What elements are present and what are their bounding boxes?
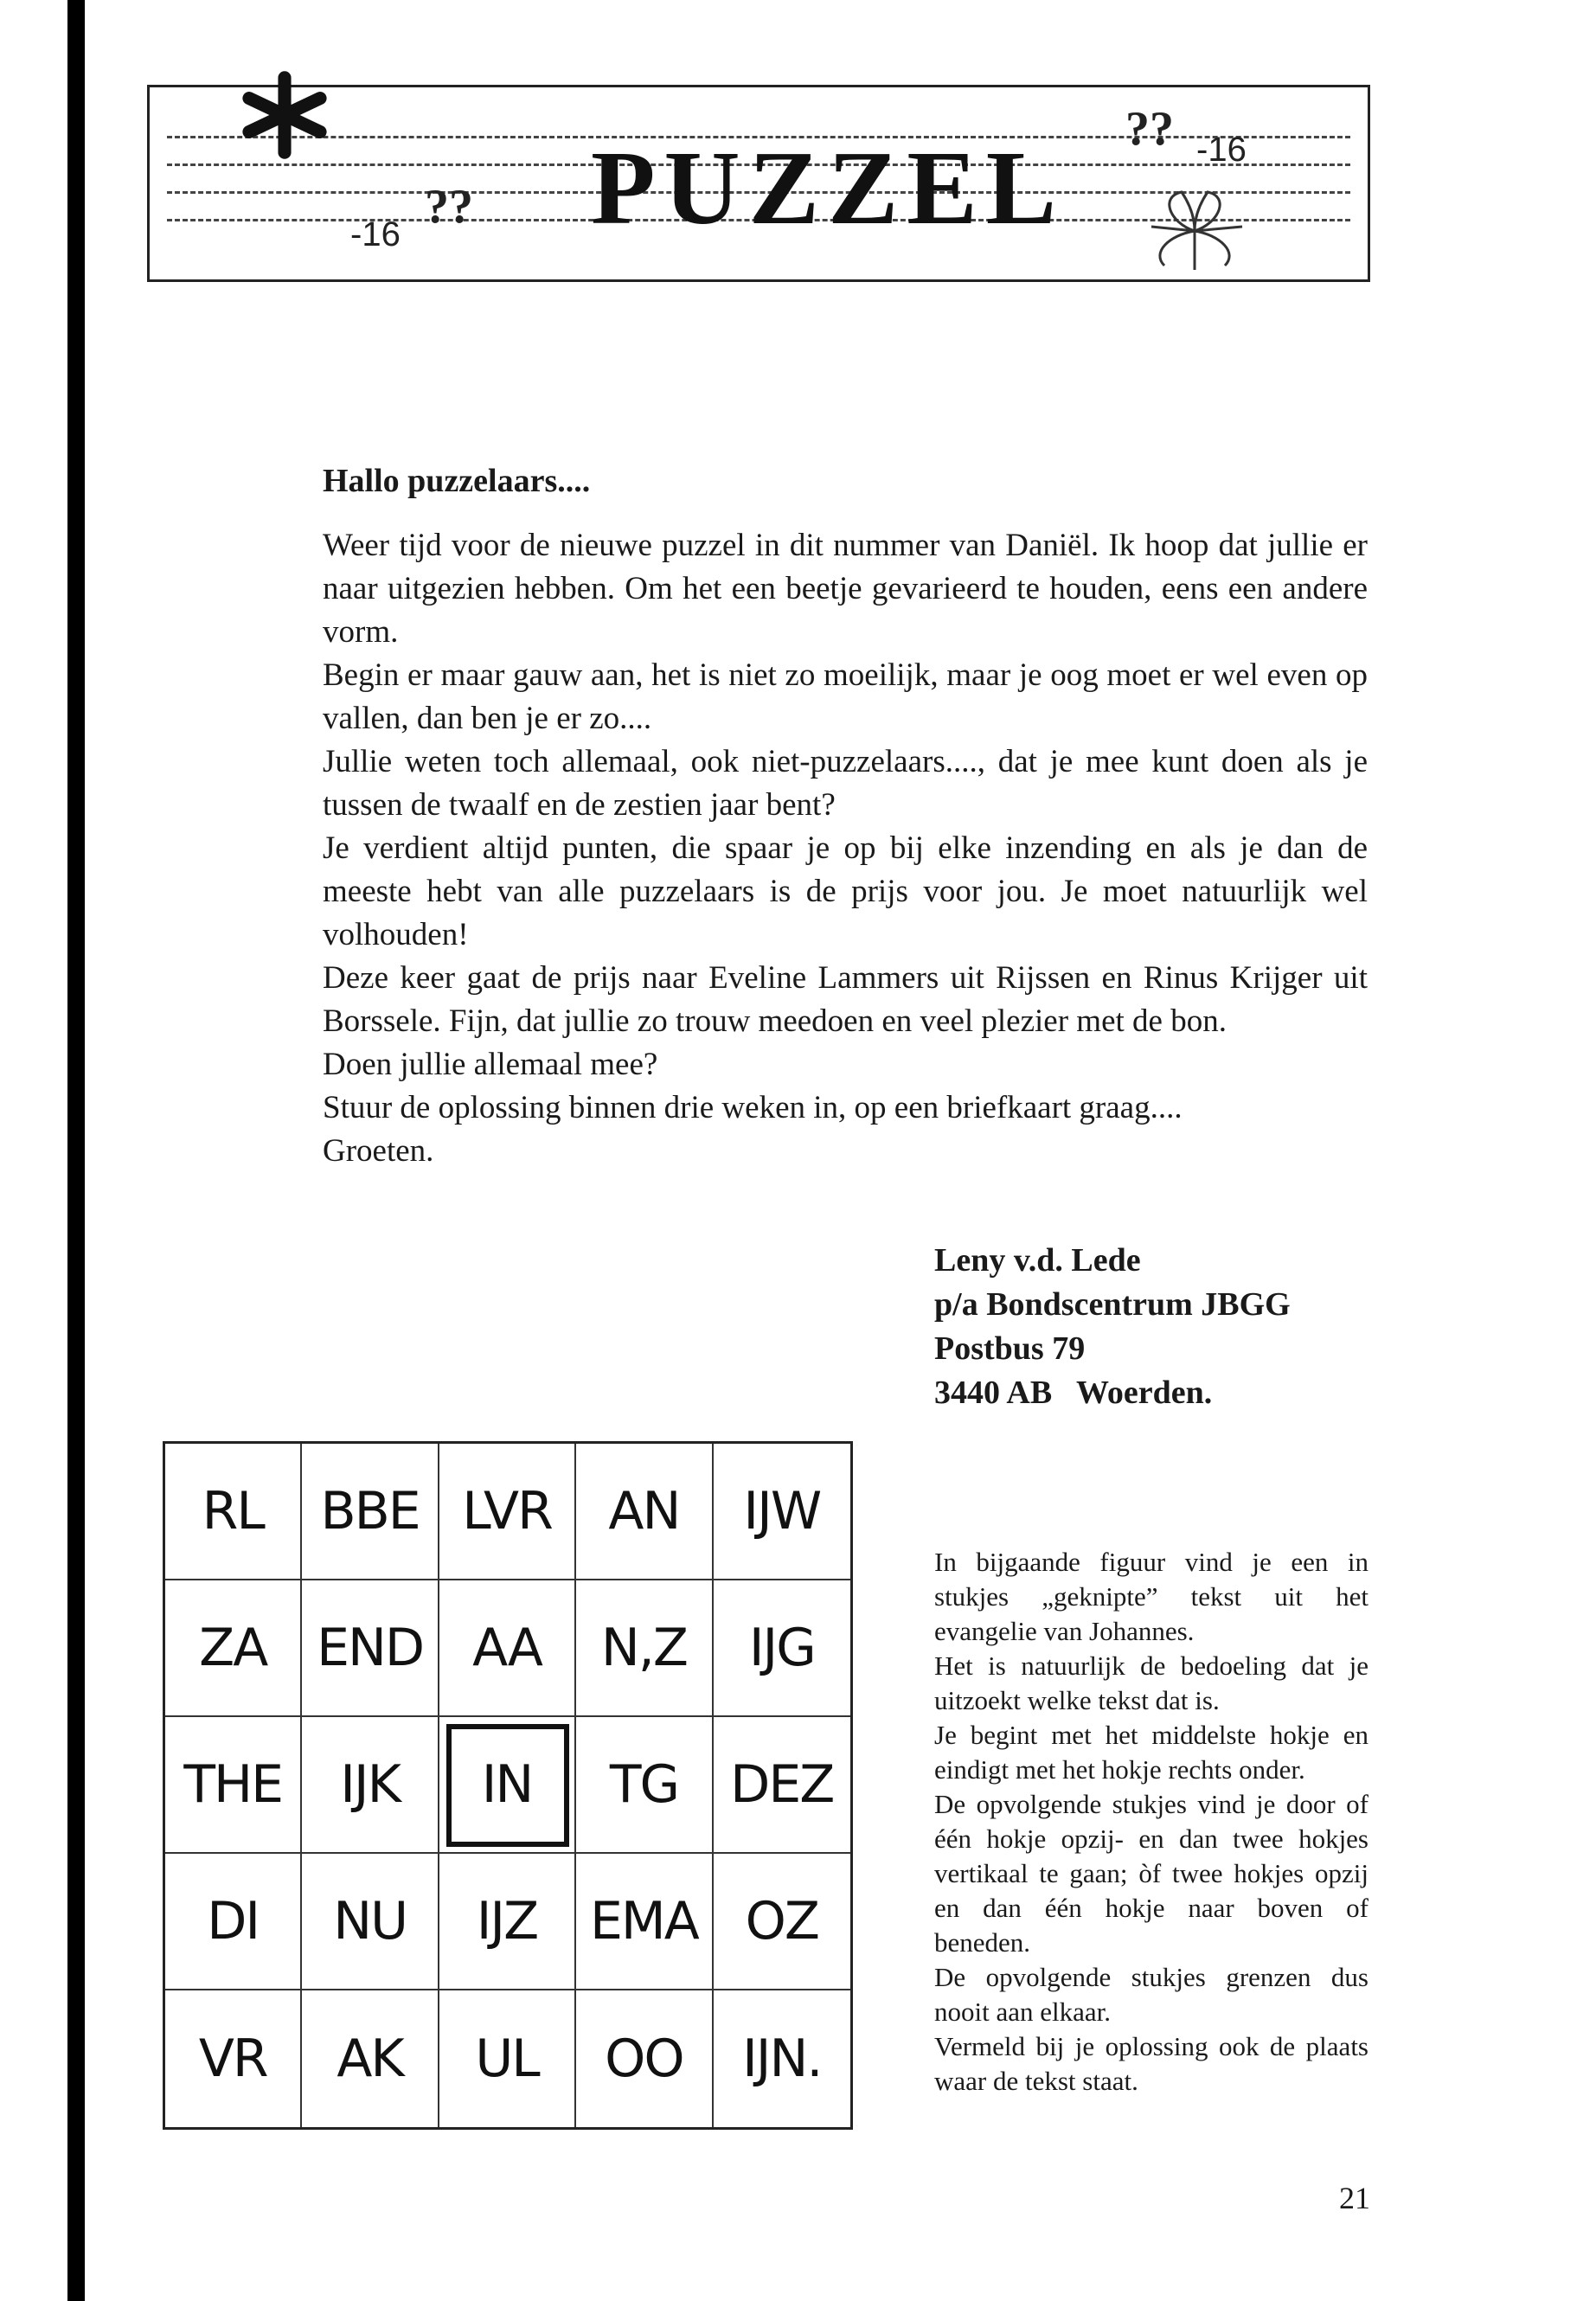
- intro-paragraph: Begin er maar gauw aan, het is niet zo moeilijk, maar je oog moet er wel even op vallen, dan ben je er zo....: [323, 657, 1368, 736]
- puzzle-cell: NU: [302, 1854, 439, 1990]
- puzzle-cell: THE: [165, 1717, 302, 1854]
- intro-paragraph: Deze keer gaat de prijs naar Eveline Lammers uit Rijssen en Rinus Krijger uit Borssele. Fijn, dat jullie zo trouw meedoen en veel plezier met de bon.: [323, 960, 1368, 1039]
- header-number-right: -16: [1196, 131, 1247, 169]
- puzzle-cell: BBE: [302, 1444, 439, 1580]
- intro-paragraph: Jullie weten toch allemaal, ook niet-puzzelaars...., dat je mee kunt doen als je tussen de twaalf en de zestien jaar bent?: [323, 744, 1368, 823]
- intro-greeting: Hallo puzzelaars....: [323, 463, 591, 499]
- puzzle-cell: DI: [165, 1854, 302, 1990]
- page-number: 21: [1339, 2181, 1370, 2215]
- instruction-paragraph: Je begint met het middelste hokje en eindigt met het hokje rechts onder.: [934, 1720, 1368, 1785]
- puzzle-cell: IJW: [714, 1444, 850, 1580]
- puzzle-cell: ZA: [165, 1580, 302, 1717]
- asterisk-doodle-icon: [238, 68, 331, 162]
- puzzle-cell: IJK: [302, 1717, 439, 1854]
- puzzle-cell: IJG: [714, 1580, 850, 1717]
- puzzle-cell: END: [302, 1580, 439, 1717]
- intro-paragraph: Stuur de oplossing binnen drie weken in, op een briefkaart graag....: [323, 1090, 1183, 1125]
- puzzle-cell: TG: [576, 1717, 713, 1854]
- header-question-marks-right: ??: [1125, 102, 1174, 156]
- intro-paragraph: Groeten.: [323, 1133, 434, 1169]
- puzzle-cell-end: IJN.: [742, 2029, 822, 2089]
- puzzle-cell: AN: [576, 1444, 713, 1580]
- address-line: Leny v.d. Lede: [934, 1242, 1141, 1279]
- address-line: 3440 AB Woerden.: [934, 1375, 1213, 1411]
- puzzle-cell: IJZ: [439, 1854, 576, 1990]
- puzzle-instructions: [934, 1545, 1368, 2099]
- intro-paragraph: Je verdient altijd punten, die spaar je op bij elke inzending en als je dan de meeste hebt van alle puzzelaars is de prijs voor jou. Je moet natuurlijk wel volhouden!: [323, 830, 1368, 952]
- puzzle-cell: DEZ: [714, 1717, 850, 1854]
- page-binding-edge: [67, 0, 85, 2301]
- puzzle-cell: AK: [302, 1990, 439, 2127]
- puzzle-cell-start: IN: [439, 1717, 576, 1854]
- instruction-paragraph: Het is natuurlijk de bedoeling dat je uitzoekt welke tekst dat is.: [934, 1650, 1368, 1715]
- puzzle-cell: OO: [576, 1990, 713, 2127]
- puzzle-title: PUZZEL: [591, 130, 1066, 247]
- puzzle-grid: [163, 1441, 853, 2130]
- intro-paragraph: Weer tijd voor de nieuwe puzzel in dit nummer van Daniël. Ik hoop dat jullie er naar uitgezien hebben. Om het een beetje gevarieerd te houden, eens een andere vorm.: [323, 528, 1368, 650]
- intro-text: [323, 524, 1368, 1173]
- instruction-paragraph: In bijgaande figuur vind je een in stukjes „geknipte” tekst uit het evangelie van Johannes.: [934, 1547, 1368, 1646]
- instruction-paragraph: Vermeld bij je oplossing ook de plaats waar de tekst staat.: [934, 2031, 1368, 2096]
- address-line: Postbus 79: [934, 1330, 1086, 1367]
- intro-paragraph: Doen jullie allemaal mee?: [323, 1047, 658, 1082]
- puzzle-cell: OZ: [714, 1854, 850, 1990]
- puzzle-cell: AA: [439, 1580, 576, 1717]
- puzzle-cell: RL: [165, 1444, 302, 1580]
- contact-address: [934, 1239, 1291, 1415]
- puzzle-cell: VR: [165, 1990, 302, 2127]
- header-question-marks-left: ??: [425, 180, 473, 234]
- puzzle-header-banner: [147, 85, 1370, 282]
- instruction-paragraph: De opvolgende stukjes vind je door of één hokje opzij- en dan twee hokjes vertikaal te gaan; òf twee hokjes opzij en dan één hokje naar boven of beneden.: [934, 1789, 1368, 1958]
- header-number-left: -16: [350, 215, 401, 253]
- puzzle-cell: EMA: [576, 1854, 713, 1990]
- puzzle-cell: N,Z: [576, 1580, 713, 1717]
- flower-doodle-icon: [1134, 179, 1255, 274]
- puzzle-cell: UL: [439, 1990, 576, 2127]
- instruction-paragraph: De opvolgende stukjes grenzen dus nooit aan elkaar.: [934, 1962, 1368, 2027]
- puzzle-cell: LVR: [439, 1444, 576, 1580]
- address-line: p/a Bondscentrum JBGG: [934, 1286, 1291, 1323]
